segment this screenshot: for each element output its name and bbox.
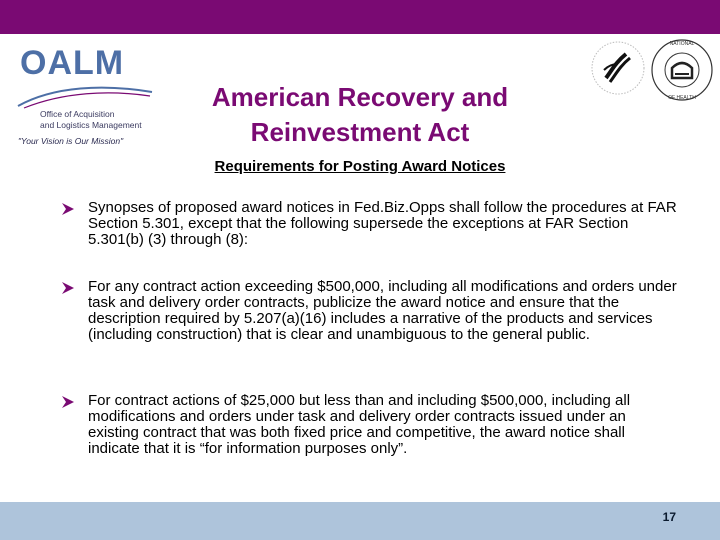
arrow-bullet-icon — [60, 394, 76, 410]
slide-title — [140, 80, 580, 150]
bullet-text: For contract actions of $25,000 but less than and including $500,000, including all modifications and orders under task and delivery order contracts issued under an existing contract that was both fixed price and competitive, the award notice shall indicate that it is “for information purposes only”. — [88, 392, 631, 457]
bullet-text: Synopses of proposed award notices in Fed.Biz.Opps shall follow the procedures at FAR Section 5.301, except that the following supersede the exceptions at FAR Section 5.301(b) (3) through (8): — [88, 199, 677, 248]
slide-subtitle: Requirements for Posting Award Notices — [214, 158, 506, 175]
arrow-bullet-icon — [60, 201, 76, 217]
list-item — [60, 393, 680, 457]
slide-title-line1: American Recovery and — [211, 82, 509, 112]
bottom-banner — [0, 502, 720, 540]
nih-seal-icon — [650, 38, 714, 102]
oalm-logo — [14, 36, 154, 146]
oalm-swoosh-icon — [14, 82, 154, 112]
top-banner — [0, 0, 720, 34]
slide-title-line2: Reinvestment Act — [250, 117, 470, 147]
oalm-office-line2: and Logistics Management — [40, 120, 142, 130]
list-item — [60, 200, 680, 248]
oalm-tagline: "Your Vision is Our Mission" — [18, 136, 124, 146]
svg-text:OF HEALTH: OF HEALTH — [668, 95, 696, 101]
list-item — [60, 279, 680, 343]
svg-text:NATIONAL: NATIONAL — [669, 41, 695, 47]
oalm-wordmark: OALM — [20, 44, 125, 82]
bullet-text: For any contract action exceeding $500,000, including all modifications and orders under task and delivery order contracts, publicize the award notice and ensure that the description required by 5.207(a)(16) includes a narrative of the products and services (including construction) that is clear and unambiguous to the general public. — [88, 278, 677, 343]
arrow-bullet-icon — [60, 280, 76, 296]
hhs-seal-icon — [590, 40, 646, 96]
oalm-office-line1: Office of Acquisition — [40, 109, 115, 119]
page-number: 17 — [662, 510, 676, 524]
